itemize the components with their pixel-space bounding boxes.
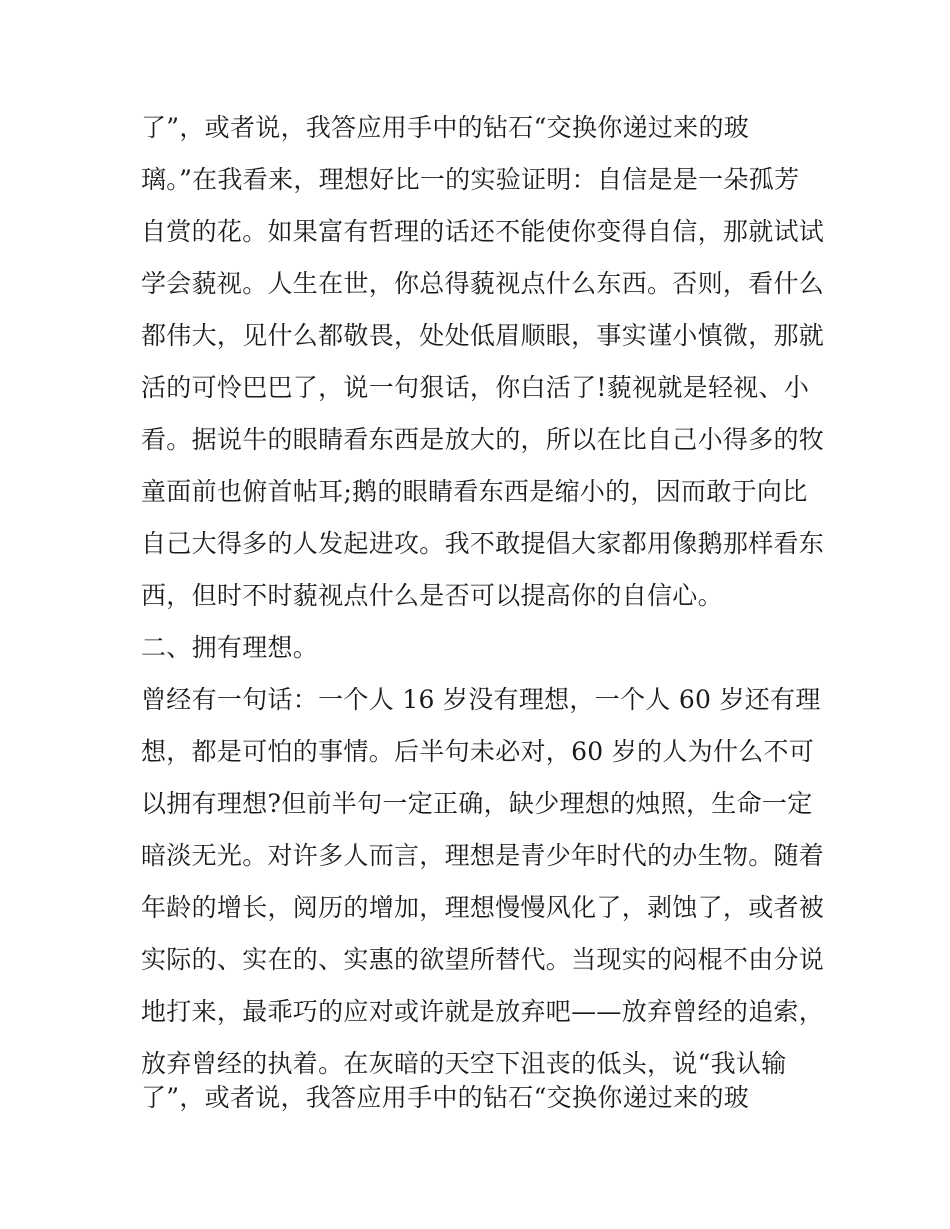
text-line: 都伟大，见什么都敬畏，处处低眉顺眼，事实谨小慎微，那就: [141, 321, 825, 350]
text-line: 暗淡无光。对许多人而言，理想是青少年时代的办生物。随着: [141, 841, 825, 870]
text-line: 以拥有理想?但前半句一定正确，缺少理想的烛照，生命一定: [141, 789, 813, 818]
text-line: 了”，或者说，我答应用手中的钻石“交换你递过来的玻: [141, 1083, 750, 1112]
text-line: 活的可怜巴巴了，说一句狠话，你白活了!藐视就是轻视、小: [141, 373, 810, 402]
text-line: 放弃曾经的执着。在灰暗的天空下沮丧的低头，说“我认输: [141, 1049, 787, 1078]
text-line: 童面前也俯首帖耳;鹅的眼睛看东西是缩小的，因而敢于向比: [141, 477, 808, 506]
text-line: 曾经有一句话：一个人 16 岁没有理想，一个人 60 岁还有理: [141, 685, 821, 714]
text-line: 年龄的增长，阅历的增加，理想慢慢风化了，剥蚀了，或者被: [141, 893, 825, 922]
section-heading: 二、拥有理想。: [141, 633, 319, 662]
text-line: 想，都是可怕的事情。后半句未必对，60 岁的人为什么不可: [141, 737, 815, 766]
text-line: 实际的、实在的、实惠的欲望所替代。当现实的闷棍不由分说: [141, 945, 825, 974]
text-line: 地打来，最乖巧的应对或许就是放弃吧——放弃曾经的追索，: [141, 997, 825, 1026]
text-line: 西，但时不时藐视点什么是否可以提高你的自信心。: [141, 581, 723, 610]
text-line: 学会藐视。人生在世，你总得藐视点什么东西。否则，看什么: [141, 269, 825, 298]
text-line: 看。据说牛的眼睛看东西是放大的，所以在比自己小得多的牧: [141, 425, 825, 454]
text-line: 璃。”在我看来，理想好比一的实验证明：自信是是一朵孤芳: [141, 165, 800, 194]
text-line: 自赏的花。如果富有哲理的话还不能使你变得自信，那就试试: [141, 217, 825, 246]
text-line: 了”，或者说，我答应用手中的钻石“交换你递过来的玻: [141, 113, 750, 142]
text-line: 自己大得多的人发起进攻。我不敢提倡大家都用像鹅那样看东: [141, 529, 825, 558]
